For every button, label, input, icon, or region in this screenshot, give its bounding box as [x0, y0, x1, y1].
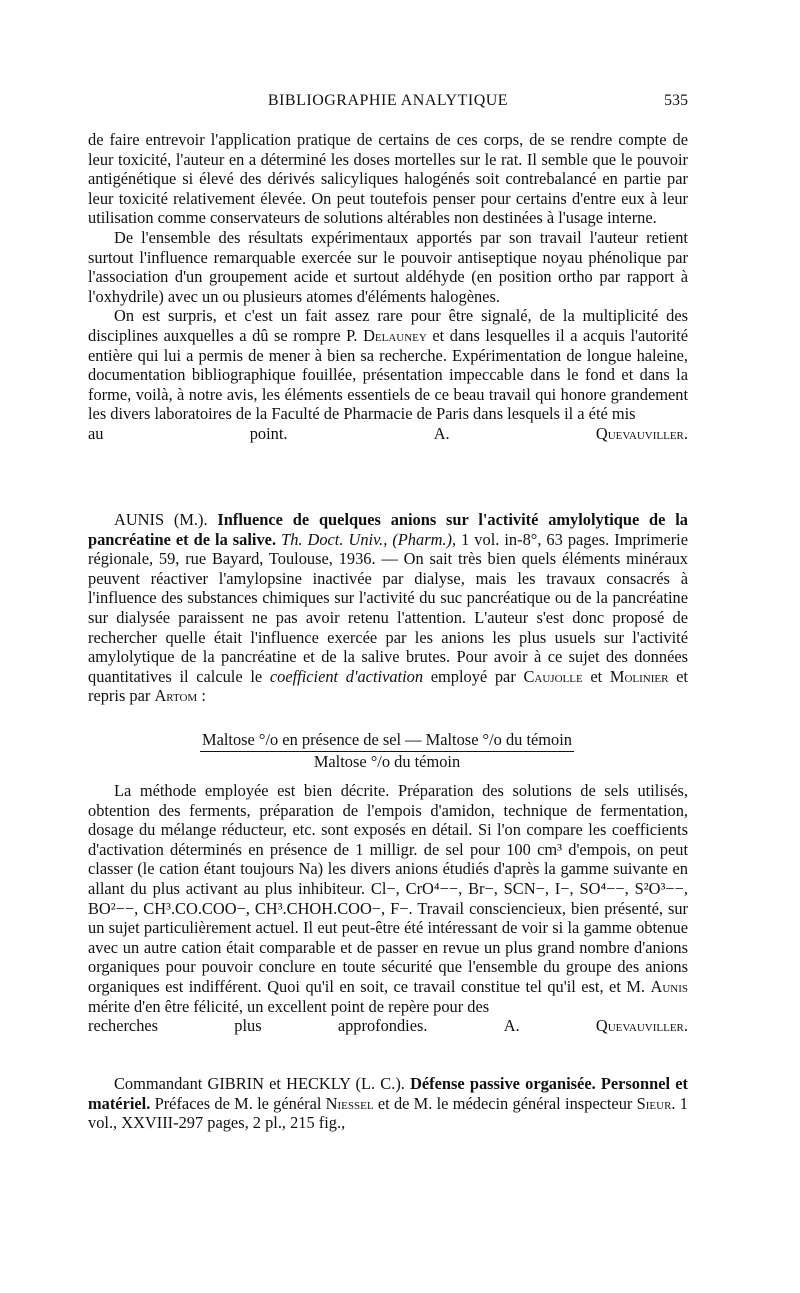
reviewer-signature: A. Quevauviller. — [433, 423, 688, 443]
paragraph-text: et de M. le médecin général inspecteur — [373, 1093, 637, 1113]
author-name-aunis: Aunis — [650, 976, 688, 996]
work-title: Influence de quelques anions sur l'activité amylolytique de la pancréatine et de la salive. — [88, 510, 688, 549]
review-delauney-paragraph-1: de faire entrevoir l'application pratique de certains de ces corps, de se rendre compte de leur toxicité, l'auteur en a déterminé les doses mortelles sur le rat. Il semble que le pouvoir antigénétique si élevé des dérivés salicyliques halogénés soit contrebalancé en partie par leur toxicité relativement élevée. On peut toutefois penser pour certains d'entre eux à leur utilisation comme conservateurs de solutions altérables non destinées à l'usage interne. — [88, 130, 688, 228]
page-number: 535 — [664, 92, 688, 109]
publication-details: 1 vol. in-8°, 63 pages. Imprimerie régionale, 59, rue Bayard, Toulouse, 1936. — [88, 529, 689, 569]
reviewer-signature: A. Quevauviller. — [503, 1016, 688, 1036]
running-head: BIBLIOGRAPHIE ANALYTIQUE — [267, 92, 509, 109]
work-title: Défense passive organisée. Personnel et matériel. — [88, 1074, 688, 1113]
formula-denominator: Maltose °/o du témoin — [313, 752, 461, 771]
paragraph-text: et — [582, 666, 610, 686]
author-name-niessel: Niessel — [325, 1093, 374, 1113]
author-name-sieur: Sieur. — [636, 1093, 676, 1113]
closing-text: au point. — [88, 423, 288, 443]
review-aunis-heading-paragraph — [88, 510, 688, 706]
paragraph-text: 1 vol., XXVIII-297 pages, 2 pl., 215 fig., — [88, 1093, 688, 1133]
paragraph-text: employé par — [423, 666, 524, 686]
review-gibrin-heckly — [88, 1074, 688, 1133]
thesis-reference: Th. Doct. Univ., (Pharm.), — [281, 529, 457, 549]
review-delauney-paragraph-3 — [88, 306, 688, 424]
page-header — [88, 92, 688, 116]
paragraph-text: — On sait très bien quels éléments minéraux peuvent réactiver l'amylopsine inactivée par dialyse, mais les travaux consacrés à l'influence des substances chimiques sur l'activité du suc pancréatique ou de la pancréatine sur dialysée paraissent ne pas avoir retenu l'attention. L'auteur s'est donc proposé de rechercher quelle était l'influence exercée par les anions les plus usuels sur l'activité amylolytique de la pancréatine et de la salive brutes. Pour avoir à ce sujet des données quantitatives il calcule le — [88, 549, 688, 686]
review-aunis-closing-line — [88, 1016, 688, 1036]
review-delauney-paragraph-2: De l'ensemble des résultats expérimentaux apportés par son travail l'auteur retient surtout l'influence remarquable exercée sur le pouvoir antiseptique noyau phénolique par l'association d'un groupement acide et surtout aldéhyde (en position ortho par rapport à l'oxhydrile) avec un ou plusieurs atomes d'éléments halogènes. — [88, 227, 688, 306]
review-aunis-paragraph-2 — [88, 781, 688, 1016]
author-name-artom: Artom — [154, 686, 198, 706]
activation-formula — [160, 730, 614, 772]
review-aunis — [88, 510, 688, 706]
closing-text: recherches plus approfondies. — [88, 1016, 428, 1036]
paragraph-text: On est surpris, et c'est un fait assez rare pour être signalé, de la multiplicité des disciplines auxquelles a dû se rompre P. — [88, 306, 688, 345]
paragraph-text: mérite d'en être félicité, un excellent point de repère pour des — [88, 996, 490, 1016]
coefficient-term: coefficient d'activation — [269, 666, 424, 686]
paragraph-text: : — [197, 686, 206, 706]
paragraph-text: et repris par — [88, 666, 688, 706]
review-aunis-continued — [88, 781, 688, 1036]
formula-numerator — [160, 730, 614, 750]
review-gibrin-heading-paragraph — [88, 1074, 688, 1133]
author-name-caujolle: Caujolle — [523, 666, 583, 686]
paragraph-text: Préfaces de M. le général — [150, 1093, 326, 1113]
paragraph-text: La méthode employée est bien décrite. Préparation des solutions de sels utilisés, obtention des ferments, préparation de l'empois d'amidon, technique de fermentation, dosage du mélange réducteur, etc. sont exposés en détail. Si l'on compare les coefficients d'activation déterminés en présence de 1 milligr. de sel pour 100 cm³ d'empois, on peut classer (le cation étant toujours Na) les divers anions étudiés d'après la gamme suivante en allant du plus activant au plus inhibiteur. Cl−, CrO⁴−−, Br−, SCN−, I−, SO⁴−−, S²O³−−, BO²−−, CH³.CO.COO−, CH³.CHOH.COO−, F−. Travail consciencieux, bien présenté, sur un sujet particulièrement actuel. Il eut peut-être été intéressant de voir si la gamme obtenue avec un autre cation était comparable et de passer en revue un plus grand nombre d'anions organiques pour pouvoir conclure en toute sécurité que l'ensemble du groupe des anions organiques est indifférent. Quoi qu'il en soit, ce travail constitue tel qu'il est, et M. — [88, 781, 688, 996]
author-names: Commandant GIBRIN et HECKLY (L. C.). — [114, 1074, 405, 1093]
author-name-delauney: Delauney — [363, 325, 427, 345]
numerator-text: Maltose °/o en présence de sel — Maltose °/o du témoin — [200, 730, 574, 752]
author-name-molinier: Molinier — [609, 666, 669, 686]
review-delauney — [88, 130, 688, 444]
paragraph-text: et dans lesquelles il a acquis l'autorité entière qui lui a permis de mener à bien sa recherche. Expérimentation de longue haleine, documentation bibliographique fouillée, présentation impeccable dans le fond et dans la forme, voilà, à notre avis, les éléments essentiels de ce beau travail qui honore grandement les divers laboratoires de la Faculté de Pharmacie de Paris dans lesquels il a été mis — [88, 325, 689, 424]
author-name: AUNIS (M.). — [114, 510, 208, 529]
review-delauney-closing-line — [88, 424, 688, 444]
